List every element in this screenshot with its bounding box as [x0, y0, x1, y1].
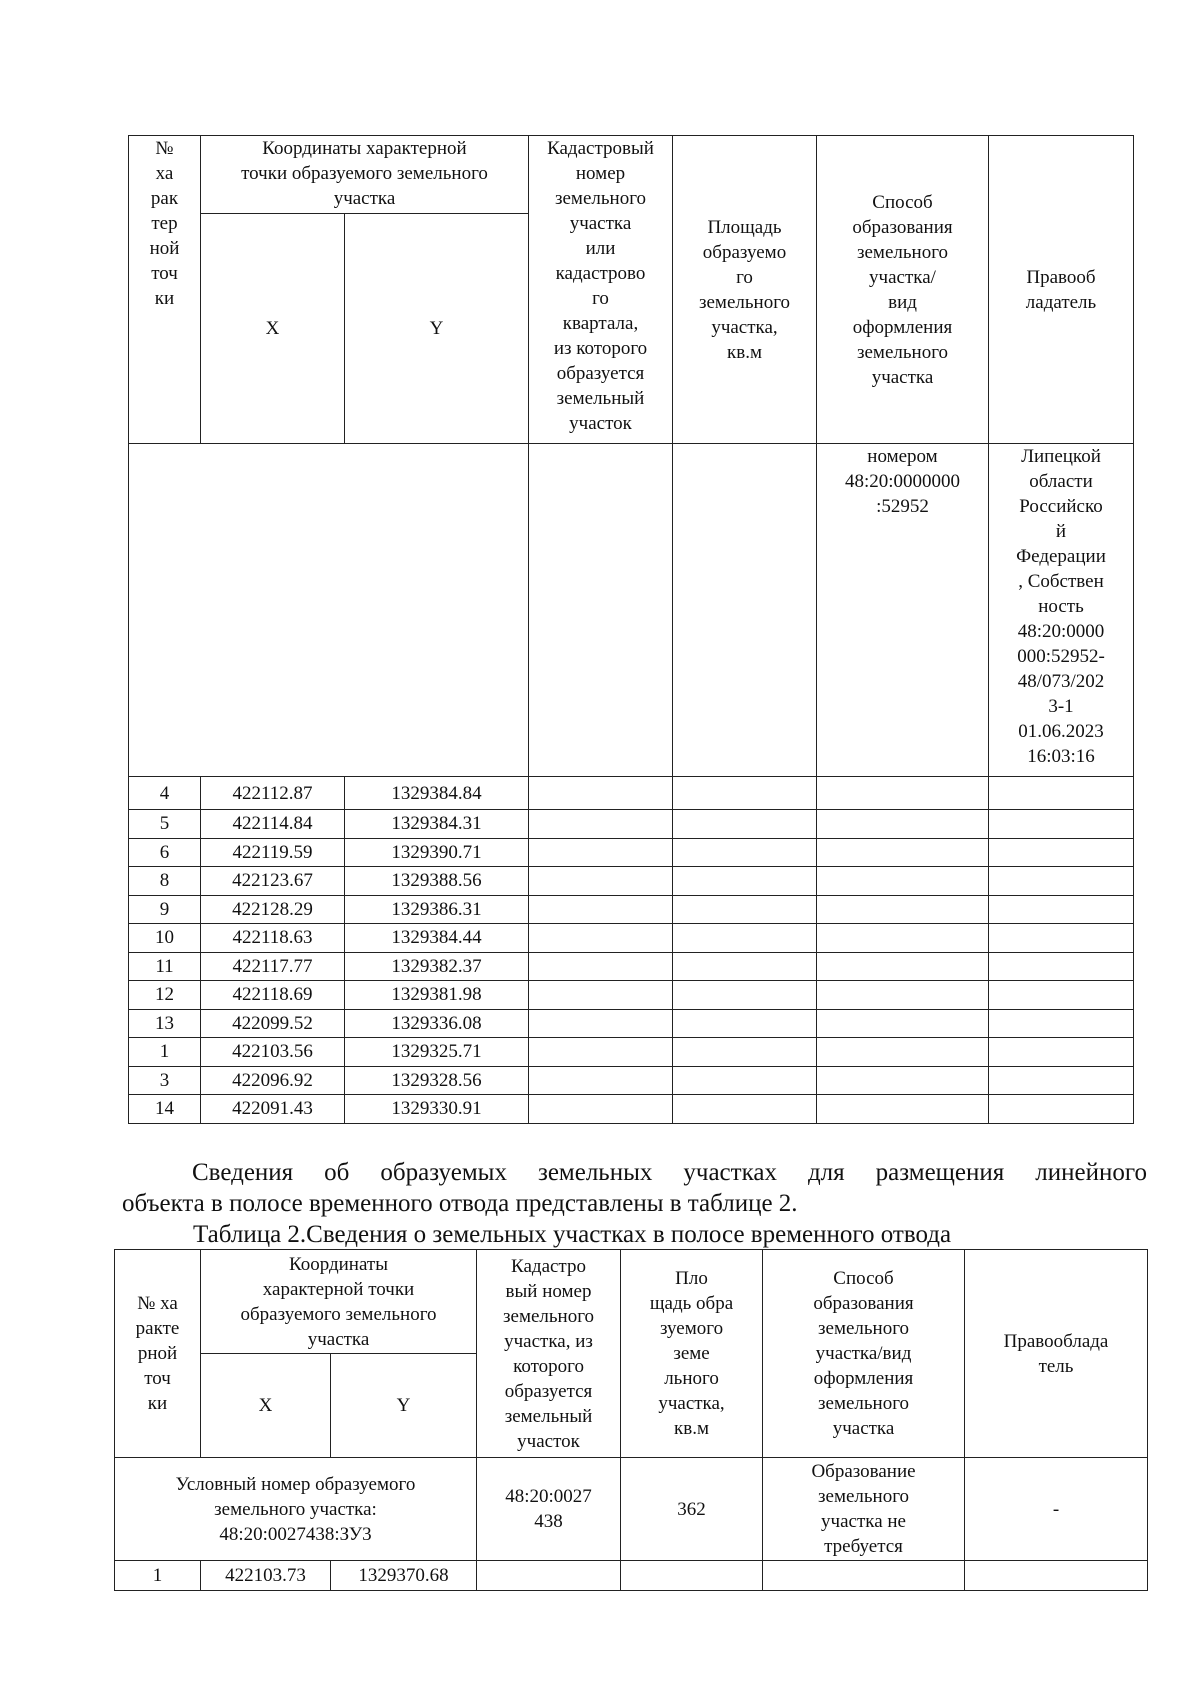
x-cell: 422114.84 [201, 810, 345, 839]
text-line: 48:20:0027438:ЗУ3 [219, 1523, 372, 1545]
text-line: Пло [675, 1268, 708, 1289]
cadastral-cell [529, 777, 673, 810]
parcel-label [115, 1458, 477, 1561]
right-holder-cell [989, 981, 1134, 1010]
text-line: рной [137, 1343, 178, 1364]
area-cell [673, 777, 817, 810]
header-cadastral-number [529, 136, 673, 444]
text-line: участок [569, 413, 632, 434]
x-cell: 422123.67 [201, 867, 345, 896]
text-line: кв.м [727, 341, 762, 363]
x-cell: 422118.63 [201, 924, 345, 953]
area-cell [673, 924, 817, 953]
text-line: , Собствен [1018, 571, 1104, 592]
y-cell: 1329388.56 [345, 867, 529, 896]
y-cell: 1329381.98 [345, 981, 529, 1010]
text-line: го [736, 266, 753, 288]
method-cell [817, 1066, 989, 1095]
table-row [115, 1561, 1148, 1591]
header-point-number [115, 1250, 201, 1458]
point-number-cell: 8 [129, 867, 201, 896]
text-line: Липецкой [1021, 446, 1101, 467]
header-coordinates [201, 136, 529, 214]
text-line: образуемо [702, 241, 787, 263]
text-line: образуемого земельного [240, 1303, 437, 1325]
area-cell [673, 1009, 817, 1038]
text-line: участка [333, 188, 396, 209]
table-row [129, 838, 1134, 867]
header-area [621, 1250, 763, 1458]
text-line: Площадь [707, 216, 782, 238]
x-cell: 422103.56 [201, 1038, 345, 1067]
cadastral-cell [529, 867, 673, 896]
continuation-area [673, 444, 817, 777]
text-line: го [592, 288, 609, 309]
text-line: или [585, 238, 616, 259]
text-line: ки [147, 1393, 168, 1414]
text-line: участка/вид [815, 1343, 912, 1364]
cadastral-cell [529, 1009, 673, 1038]
parcel-cadastral [477, 1458, 621, 1561]
text-line: участка [569, 213, 632, 234]
text-line: рак [150, 188, 179, 209]
text-line: № [155, 138, 174, 159]
table-2-caption: Таблица 2.Сведения о земельных участках в полосе временного отвода [193, 1221, 952, 1248]
text-line: земельного [856, 241, 949, 263]
text-line: ность [1038, 596, 1084, 617]
table-row [129, 867, 1134, 896]
x-cell: 422118.69 [201, 981, 345, 1010]
text-line: участок [517, 1430, 580, 1452]
header-y: Y [345, 214, 529, 444]
cadastral-cell [529, 1066, 673, 1095]
y-cell: 1329384.44 [345, 924, 529, 953]
text-line: 01.06.2023 [1018, 721, 1104, 742]
text-line: ха [155, 163, 174, 184]
text-line: 48/073/202 [1017, 671, 1105, 692]
right-holder-cell [989, 1066, 1134, 1095]
method-cell [817, 952, 989, 981]
table-row [129, 1009, 1134, 1038]
y-cell: 1329328.56 [345, 1066, 529, 1095]
text-line: Условный номер образуемого [175, 1473, 416, 1495]
method-cell [817, 1095, 989, 1124]
text-line: участка, [711, 316, 778, 338]
cadastral-cell [477, 1561, 621, 1591]
point-number-cell: 9 [129, 895, 201, 924]
y-cell: 1329390.71 [345, 838, 529, 867]
text-line: 48:20:0000 [1017, 621, 1105, 642]
text-line: 438 [534, 1511, 563, 1532]
header-formation-method [763, 1250, 965, 1458]
continuation-method [817, 444, 989, 777]
area-cell [673, 952, 817, 981]
method-cell [763, 1561, 965, 1591]
cadastral-cell [529, 1095, 673, 1124]
text-line: тель [1038, 1355, 1074, 1377]
text-line: земельного [503, 1305, 595, 1327]
right-holder-cell [989, 924, 1134, 953]
method-cell [817, 867, 989, 896]
cadastral-cell [529, 981, 673, 1010]
header-area [673, 136, 817, 444]
text-line: из которого [553, 338, 648, 359]
text-line: Координаты [289, 1253, 388, 1275]
text-line: тер [151, 213, 178, 234]
y-cell: 1329386.31 [345, 895, 529, 924]
text-line: участка [871, 366, 934, 388]
point-number-cell: 3 [129, 1066, 201, 1095]
parcel-right-holder: - [965, 1458, 1148, 1561]
text-line: образуется [504, 1380, 593, 1402]
text-line: которого [513, 1355, 584, 1377]
text-line: земельного [698, 291, 791, 313]
cadastral-cell [529, 810, 673, 839]
paragraph-line-1: Сведения об образуемых земельных участках для размещения линейного [192, 1159, 1147, 1186]
area-cell [673, 895, 817, 924]
text-line: номером [867, 446, 938, 467]
header-coordinates [201, 1250, 477, 1354]
point-number-cell: 14 [129, 1095, 201, 1124]
text-line: Способ [872, 191, 933, 213]
y-cell: 1329382.37 [345, 952, 529, 981]
continuation-right-holder [989, 444, 1134, 777]
area-cell [621, 1561, 763, 1591]
text-line: :52952 [876, 496, 929, 517]
header-y: Y [331, 1354, 477, 1458]
right-holder-cell [965, 1561, 1148, 1591]
table-row [129, 1095, 1134, 1124]
right-holder-cell [989, 1009, 1134, 1038]
right-holder-cell [989, 838, 1134, 867]
text-line: Правооб [1026, 266, 1096, 288]
area-cell [673, 867, 817, 896]
method-cell [817, 1038, 989, 1067]
table-row [129, 924, 1134, 953]
text-line: Правооблада [1003, 1330, 1109, 1352]
x-cell: 422091.43 [201, 1095, 345, 1124]
text-line: земельного [554, 188, 647, 209]
cadastral-cell [529, 952, 673, 981]
text-line: 000:52952- [1017, 646, 1105, 667]
text-line: кв.м [674, 1418, 709, 1439]
text-line: оформления [813, 1368, 914, 1389]
text-line: й [1055, 521, 1067, 542]
text-line: Координаты характерной [262, 138, 467, 159]
header-right-holder [989, 136, 1134, 444]
table-row [129, 895, 1134, 924]
header-formation-method [817, 136, 989, 444]
point-number-cell: 13 [129, 1009, 201, 1038]
y-cell: 1329384.31 [345, 810, 529, 839]
text-line: ладатель [1025, 291, 1097, 313]
parcel-formation-method [763, 1458, 965, 1561]
text-line: области [1029, 471, 1093, 492]
text-line: участка/ [869, 266, 936, 288]
method-cell [817, 981, 989, 1010]
method-cell [817, 924, 989, 953]
method-cell [817, 810, 989, 839]
y-cell: 1329325.71 [345, 1038, 529, 1067]
text-line: земельный [556, 388, 645, 409]
text-line: ракте [135, 1318, 180, 1339]
x-cell: 422128.29 [201, 895, 345, 924]
text-line: квартала, [562, 313, 639, 334]
text-line: земельного участка: [214, 1498, 377, 1520]
cadastral-cell [529, 895, 673, 924]
text-line: участка не [821, 1511, 906, 1532]
text-line: земе [673, 1343, 710, 1364]
coordinates-table-2 [114, 1249, 1148, 1591]
header-x: X [201, 1354, 331, 1458]
text-line: Образование [811, 1461, 916, 1482]
text-line: земельного [856, 341, 949, 363]
header-point-number [129, 136, 201, 444]
x-cell: 422103.73 [201, 1561, 331, 1591]
text-line: участка, [658, 1393, 725, 1414]
text-line: № ха [137, 1293, 178, 1314]
table-row [129, 952, 1134, 981]
right-holder-cell [989, 1038, 1134, 1067]
point-number-cell: 1 [115, 1561, 201, 1591]
text-line: требуется [824, 1536, 903, 1557]
text-line: льного [664, 1368, 719, 1389]
point-number-cell: 12 [129, 981, 201, 1010]
area-cell [673, 1038, 817, 1067]
text-line: Кадастровый [547, 138, 654, 159]
parcel-area: 362 [621, 1458, 763, 1561]
text-line: земельный [504, 1405, 593, 1427]
x-cell: 422117.77 [201, 952, 345, 981]
point-number-cell: 10 [129, 924, 201, 953]
y-cell: 1329370.68 [331, 1561, 477, 1591]
area-cell [673, 981, 817, 1010]
table-row [129, 1066, 1134, 1095]
text-line: точки образуемого земельного [241, 163, 488, 184]
header-right-holder [965, 1250, 1148, 1458]
right-holder-cell [989, 810, 1134, 839]
y-cell: 1329330.91 [345, 1095, 529, 1124]
text-line: 3-1 [1048, 696, 1074, 717]
text-line: 48:20:0027 [505, 1486, 592, 1507]
text-line: ной [149, 238, 180, 259]
cadastral-cell [529, 838, 673, 867]
text-line: 16:03:16 [1027, 746, 1095, 767]
method-cell [817, 777, 989, 810]
point-number-cell: 5 [129, 810, 201, 839]
text-line: зуемого [659, 1318, 724, 1339]
cadastral-cell [529, 1038, 673, 1067]
text-line: Федерации [1016, 546, 1106, 567]
coordinates-table-1 [128, 135, 1134, 1124]
text-line: оформления [852, 316, 953, 338]
text-line: участка [832, 1418, 895, 1439]
right-holder-cell [989, 867, 1134, 896]
text-line: образования [813, 1293, 914, 1314]
method-cell [817, 838, 989, 867]
header-cadastral-number [477, 1250, 621, 1458]
right-holder-cell [989, 952, 1134, 981]
area-cell [673, 810, 817, 839]
text-line: земельного [818, 1318, 910, 1339]
y-cell: 1329336.08 [345, 1009, 529, 1038]
table-row [129, 981, 1134, 1010]
text-line: земельного [818, 1393, 910, 1414]
text-line: номер [575, 163, 626, 184]
paragraph-line-2: объекта в полосе временного отвода представлены в таблице 2. [122, 1190, 798, 1217]
text-line: образуется [556, 363, 645, 384]
text-line: ки [154, 288, 175, 309]
right-holder-cell [989, 895, 1134, 924]
text-line: Способ [833, 1268, 894, 1289]
text-line: точ [151, 263, 178, 284]
area-cell [673, 1095, 817, 1124]
text-line: 48:20:0000000 [844, 471, 961, 492]
text-line: Российско [1019, 496, 1103, 517]
text-line: кадастрово [555, 263, 646, 284]
table-row [129, 777, 1134, 810]
x-cell: 422096.92 [201, 1066, 345, 1095]
x-cell: 422099.52 [201, 1009, 345, 1038]
text-line: Кадастро [511, 1255, 586, 1277]
text-line: участка, из [504, 1330, 593, 1352]
text-line: вид [888, 291, 917, 313]
continuation-blank [129, 444, 529, 777]
header-x: X [201, 214, 345, 444]
point-number-cell: 4 [129, 777, 201, 810]
point-number-cell: 6 [129, 838, 201, 867]
point-number-cell: 1 [129, 1038, 201, 1067]
point-number-cell: 11 [129, 952, 201, 981]
text-line: щадь обра [649, 1293, 734, 1314]
x-cell: 422112.87 [201, 777, 345, 810]
text-line: точ [144, 1368, 171, 1389]
right-holder-cell [989, 1095, 1134, 1124]
method-cell [817, 895, 989, 924]
method-cell [817, 1009, 989, 1038]
area-cell [673, 1066, 817, 1095]
table-row [129, 1038, 1134, 1067]
text-line: вый номер [505, 1280, 592, 1302]
right-holder-cell [989, 777, 1134, 810]
area-cell [673, 838, 817, 867]
text-line: образования [852, 216, 953, 238]
cadastral-cell [529, 924, 673, 953]
text-line: характерной точки [262, 1278, 415, 1300]
x-cell: 422119.59 [201, 838, 345, 867]
text-line: земельного [818, 1486, 910, 1507]
continuation-cadastral [529, 444, 673, 777]
text-line: участка [307, 1328, 370, 1350]
y-cell: 1329384.84 [345, 777, 529, 810]
table-row [129, 810, 1134, 839]
